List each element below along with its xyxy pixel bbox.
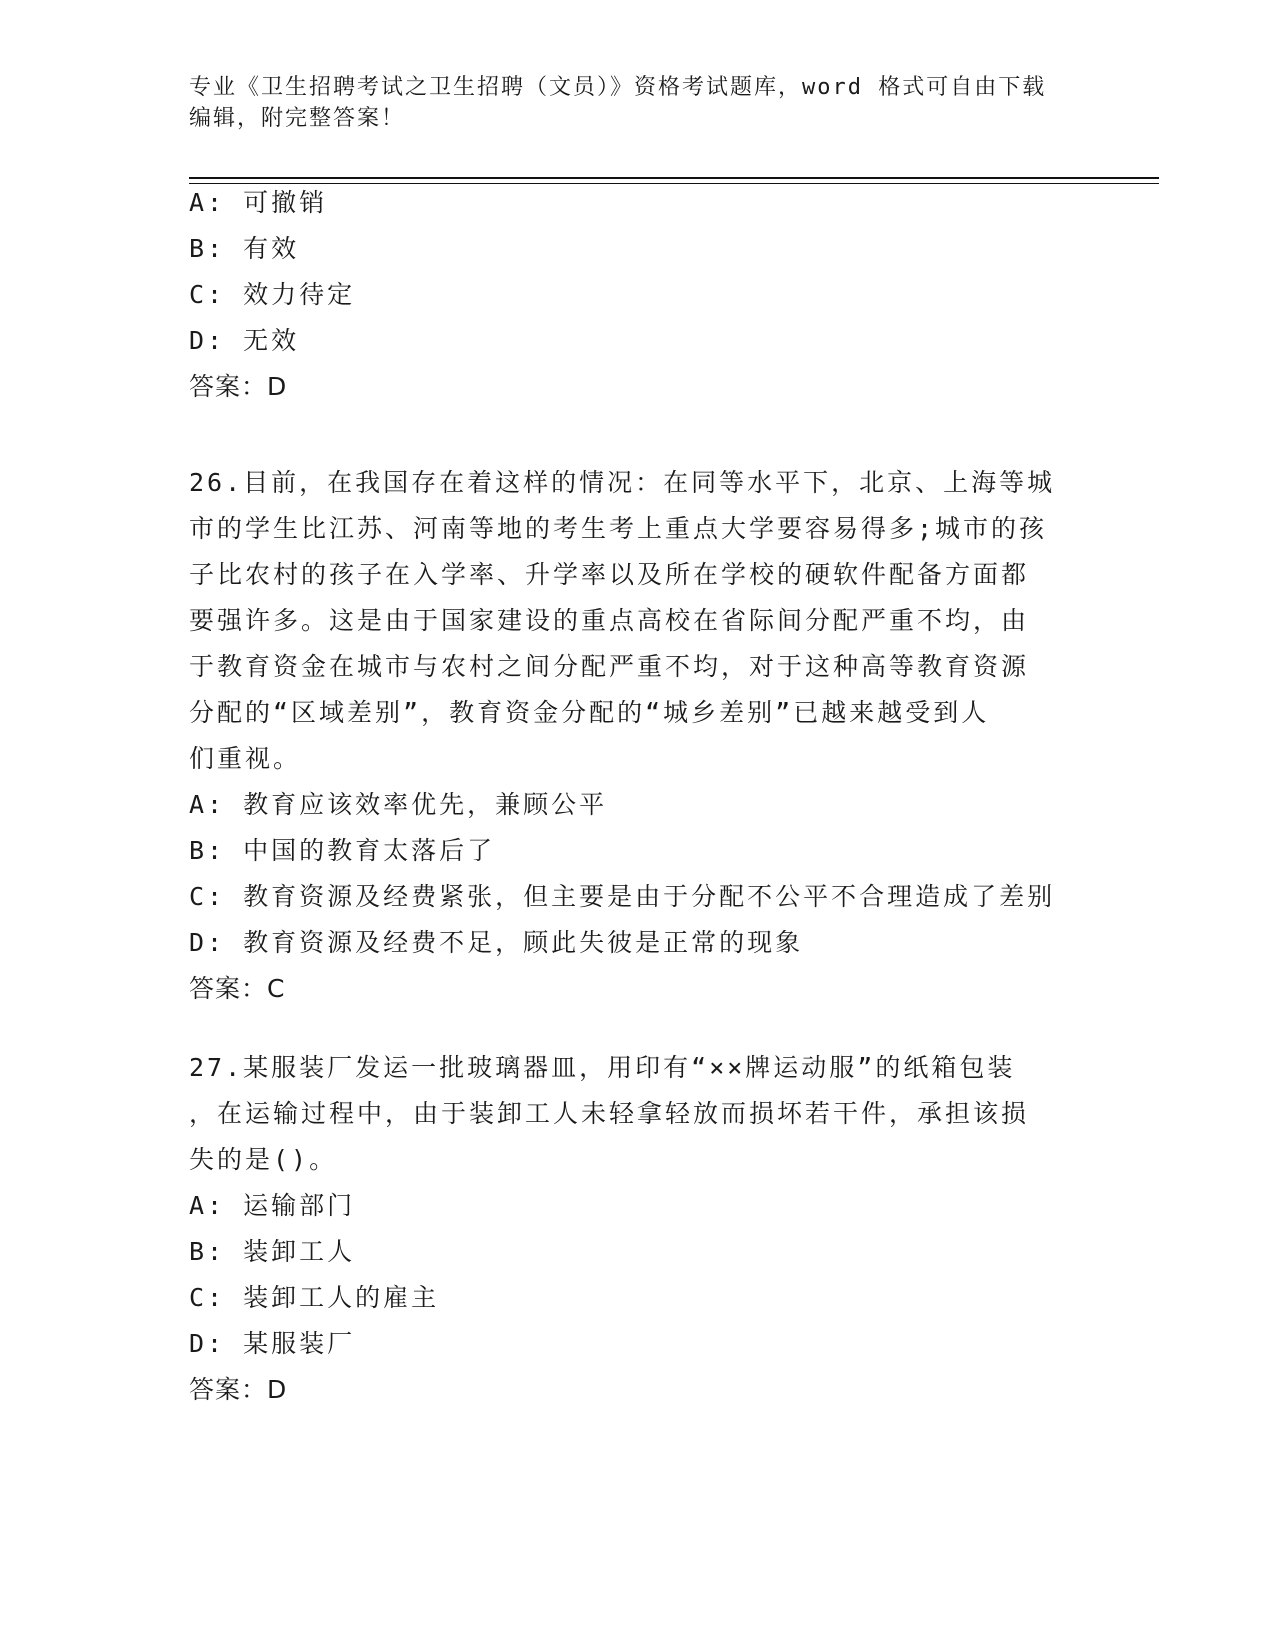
option-b: B: 中国的教育太落后了 [189,836,496,865]
header-rule-thick [189,177,1159,179]
option-a: A: 教育应该效率优先，兼顾公平 [189,790,608,819]
option-a: A: 可撤销 [189,188,328,217]
option-c: C: 效力待定 [189,280,356,309]
page-header [189,72,1069,134]
question-stem-line: 于教育资金在城市与农村之间分配严重不均，对于这种高等教育资源 [189,652,1030,681]
question-27 [189,1045,1089,1413]
question-25 [189,180,1089,410]
option-c: C: 教育资源及经费紧张，但主要是由于分配不公平不合理造成了差别 [189,882,1056,911]
option-d: D: 无效 [189,326,300,355]
question-stem-line: 们重视。 [189,744,302,773]
question-stem-line: 26.目前，在我国存在着这样的情况：在同等水平下，北京、上海等城 [189,468,1056,497]
answer-line: 答案：D [189,372,288,401]
option-b: B: 装卸工人 [189,1237,356,1266]
header-line-2: 编辑，附完整答案！ [189,106,406,131]
question-stem-line: 失的是()。 [189,1145,338,1174]
answer-line: 答案：D [189,1375,288,1404]
question-stem-line: ，在运输过程中，由于装卸工人未轻拿轻放而损坏若干件，承担该损 [189,1099,1030,1128]
question-stem-line: 分配的“区域差别”，教育资金分配的“城乡差别”已越来越受到人 [189,698,990,727]
question-26 [189,460,1089,1012]
question-stem-line: 子比农村的孩子在入学率、升学率以及所在学校的硬软件配备方面都 [189,560,1030,589]
option-a: A: 运输部门 [189,1191,356,1220]
question-stem-line: 市的学生比江苏、河南等地的考生考上重点大学要容易得多;城市的孩 [189,514,1048,543]
question-stem-line: 27.某服装厂发运一批玻璃器皿，用印有“××牌运动服”的纸箱包装 [189,1053,1016,1082]
option-d: D: 某服装厂 [189,1329,356,1358]
option-b: B: 有效 [189,234,300,263]
answer-line: 答案：C [189,974,286,1003]
option-c: C: 装卸工人的雇主 [189,1283,440,1312]
option-d: D: 教育资源及经费不足，顾此失彼是正常的现象 [189,928,804,957]
question-stem-line: 要强许多。这是由于国家建设的重点高校在省际间分配严重不均，由 [189,606,1030,635]
header-line-1: 专业《卫生招聘考试之卫生招聘（文员）》资格考试题库，word 格式可自由下载 [189,75,1047,100]
